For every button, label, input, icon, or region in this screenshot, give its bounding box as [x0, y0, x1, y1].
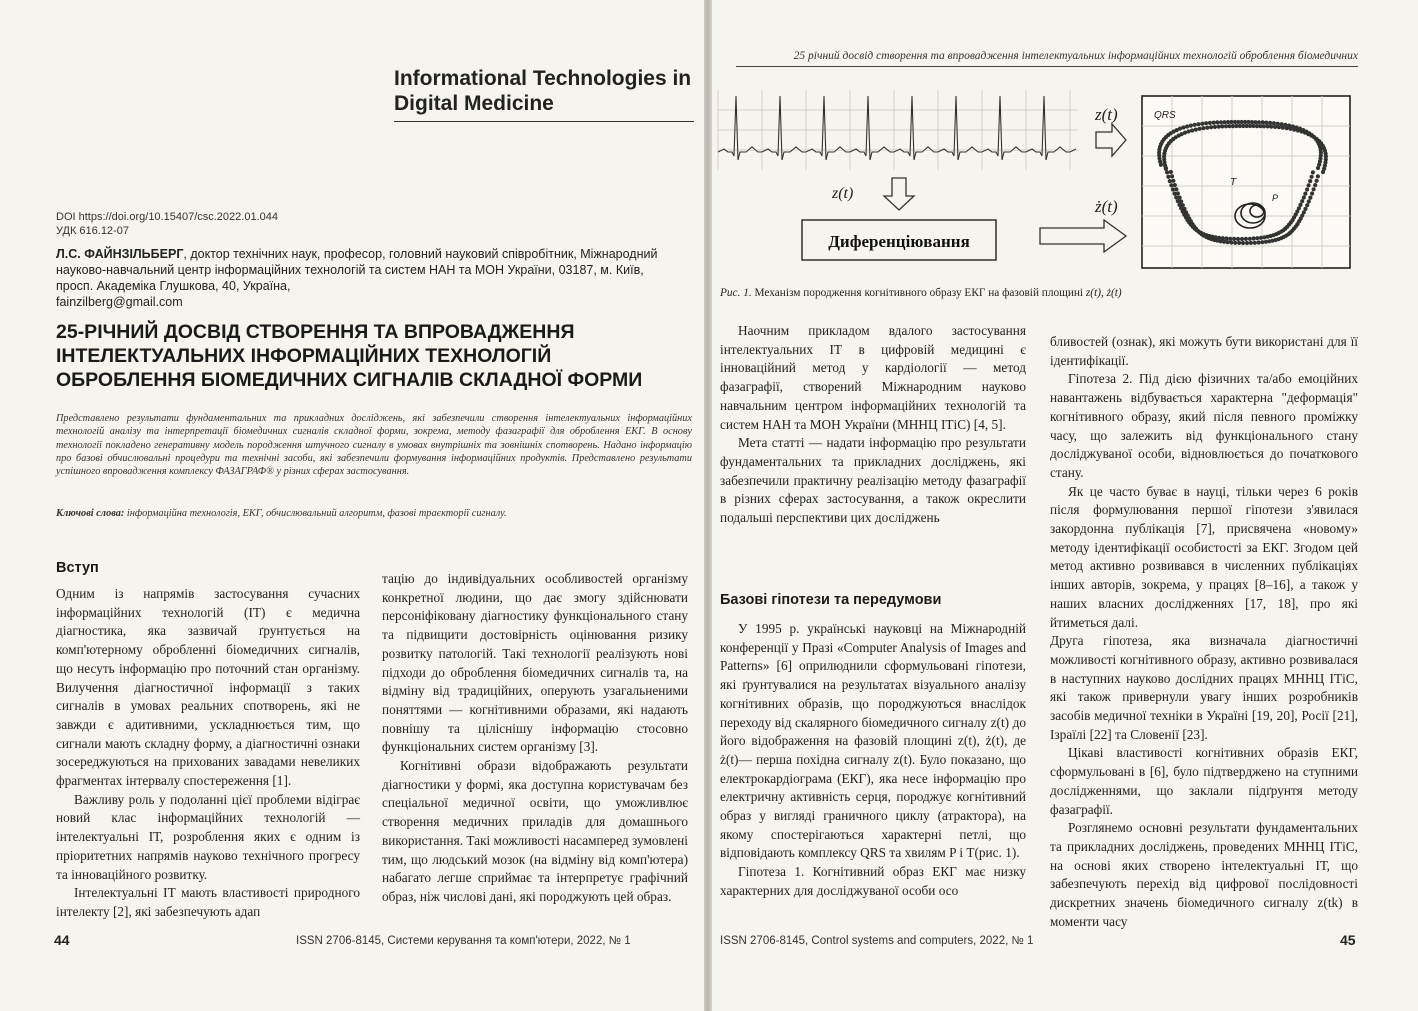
zdot-label: ż(t) [1095, 197, 1118, 216]
trajectory-dot [1307, 199, 1311, 203]
trajectory-dot [1315, 179, 1319, 183]
trajectory-dot [1219, 120, 1223, 124]
trajectory-dot [1248, 237, 1252, 241]
trajectory-dot [1272, 121, 1276, 125]
trajectory-dot [1273, 125, 1277, 129]
trajectory-dot [1310, 175, 1314, 179]
ecg-grid [718, 90, 1078, 170]
paragraph: Мета статті — надати інформацію про результати фундаментальних та прикладних досліджень, які забезпечили практичну реалізацію методу фазаграфії в різних сферах застосування, а також окреслити подальші перспективи цих досліджень [720, 435, 1026, 526]
trajectory-dot [1228, 237, 1232, 241]
qrs-label: QRS [1154, 110, 1176, 121]
trajectory-dot [1299, 129, 1303, 133]
trajectory-dot [1165, 170, 1169, 174]
trajectory-dot [1237, 241, 1241, 245]
page-number-left: 44 [54, 932, 70, 948]
trajectory-dot [1303, 207, 1307, 211]
keywords-label: Ключові слова: [56, 508, 125, 519]
abstract: Представлено результати фундаментальних та прикладних досліджень, які забезпечили створення інтелектуальних інформаційних технологій аналізу та інтерпретації біомедичних сигналів складної форми, зокрема, методу фазаграфії для оброблення ЕКГ. В основу технології покладено генеративну модель породження штучного сигналу в умовах внутрішніх та зовнішніх спотворень. Надано інформацію про базові обчислювальні процедури та технічні засоби, які забезпечили формування інформаційних продуктів. Представлено результати успішного впровадження комплексу ФАЗАГРАФ® у різних сферах застосування. [56, 413, 692, 478]
trajectory-dot [1298, 203, 1302, 207]
t-wave-label: T [1230, 177, 1237, 188]
trajectory-dot [1226, 240, 1230, 244]
trajectory-dot [1264, 121, 1268, 125]
trajectory-dot [1168, 179, 1172, 183]
p-wave-label: P [1272, 193, 1279, 203]
trajectory-dot [1255, 236, 1259, 240]
trajectory-dot [1224, 124, 1228, 128]
trajectory-dot [1310, 191, 1314, 195]
section-heading-intro: Вступ [56, 560, 99, 576]
paragraph: Гіпотеза 1. Когнітивний образ ЕКГ має низку характерних для досліджуваної особи осо [720, 864, 1026, 898]
input-signal-label: z(t) [832, 185, 854, 202]
trajectory-dot [1208, 121, 1212, 125]
trajectory-dot [1249, 241, 1253, 245]
trajectory-dot [1169, 170, 1173, 174]
trajectory-dot [1229, 240, 1233, 244]
trajectory-dot [1312, 187, 1316, 191]
paragraph: Друга гіпотеза, яка визначала діагностичні можливості когнітивного образу, активно розвивалася в наступних науково дослідних працях МННЦ ІТіС, які також привернули увагу інших розробників засобів медичної техніки в Україні [19, 20], Росії [21], Ізраїлі [22] та Словенії [23]. [1050, 633, 1358, 742]
trajectory-dot [1190, 128, 1194, 132]
author-block [56, 246, 682, 310]
trajectory-dot [1288, 127, 1292, 131]
figure-ecg-phase-diagram [712, 70, 1418, 285]
paragraph: Одним із напрямів застосування сучасних інформаційних технологій (ІТ) є медична діагностика, яка зазвичай ґрунтується на комп'ютерному обробленні біомедичних сигналів, що несуть інформацію про поточний стан організму. Вилучення діагностичної інформації з таких сигналів в умовах реальних спотворень, які не завжди є адитивними, ускладнюється тим, що сигнали мають складну форму, а діагностичні ознаки зосереджуються на прихованих завадами невеликих фрагментах інтервалу спостереження [1]. [56, 586, 360, 789]
trajectory-dot [1244, 237, 1248, 241]
trajectory-dot [1311, 170, 1315, 174]
running-head-rule [736, 66, 1358, 67]
down-arrow [884, 178, 914, 210]
paragraph: Гіпотеза 2. Під дією фізичних та/або емоційних навантажень відбувається характерна "деформація" когнітивного образу, який після певного проміжку часу, що залежить від функціонального стану досліджуваної особи, відновлюється до початкового стану. [1050, 371, 1358, 480]
section-heading-hypotheses: Базові гіпотези та передумови [720, 592, 942, 608]
trajectory-dot [1205, 126, 1209, 130]
paragraph: бливостей (ознак), які можуть бути використані для її ідентифікації. [1050, 334, 1358, 368]
trajectory-dot [1281, 126, 1285, 130]
trajectory-dot [1233, 241, 1237, 245]
trajectory-dot [1166, 175, 1170, 179]
trajectory-dot [1200, 122, 1204, 126]
udc-line: УДК 616.12-07 [56, 225, 129, 237]
trajectory-dot [1221, 236, 1225, 240]
trajectory-dot [1245, 241, 1249, 245]
page-number-right: 45 [1340, 932, 1356, 948]
trajectory-dot [1220, 124, 1224, 128]
keywords [56, 508, 692, 519]
author-name: Л.С. ФАЙНЗІЛЬБЕРГ [56, 247, 184, 261]
trajectory-dot [1266, 124, 1270, 128]
differentiation-label: Диференціювання [828, 232, 970, 251]
paragraph: Важливу роль у подоланні цієї проблеми відіграє новий клас інформаційних технологій — інтелектуальні ІТ, розроблення яких є одним із пріоритетних напрямів науково технічного прогресу та інноваційного розвитку. [56, 791, 360, 882]
text-column-2 [382, 570, 688, 907]
author-details: , доктор технічних наук, професор, головний науковий співробітник, Міжнародний науково-навчальний центр інформаційних технологій та систем НАН та МОН України, 03187, м. Київ, просп. Академіка Глушкова, 40, Україна, [56, 247, 658, 293]
right-arrow-bottom [1040, 220, 1126, 252]
trajectory-dot [1173, 192, 1177, 196]
z-label: z(t) [1095, 105, 1118, 124]
text-column-3b [720, 620, 1026, 901]
trajectory-dot [1171, 187, 1175, 191]
trajectory-dot [1257, 240, 1261, 244]
doi-line[interactable]: DOI https://doi.org/10.15407/csc.2022.01.044 [56, 211, 278, 223]
running-head: 25 річний досвід створення та впровадження інтелектуальних інформаційних технологій оброблення біомедичних [793, 50, 1358, 62]
trajectory-dot [1253, 241, 1257, 245]
trajectory-dot [1260, 240, 1264, 244]
paragraph: тацію до індивідуальних особливостей організму конкретної людини, що дає змогу здійснювати персоніфіковану діагностику функціонального стану та підвищити достовірність оцінювання ризику розвитку патологій. Такі технології реалізують нові підходи до оброблення біомедичних сигналів та, на відміну від традиційних, оперують узагальненими поняттями — когнітивними образами, які надають повнішу та ціліснішу інформацію стосовно функціональних систем організму [3]. [382, 571, 688, 755]
trajectory-dot [1232, 237, 1236, 241]
trajectory-dot [1217, 236, 1221, 240]
trajectory-dot [1308, 196, 1312, 200]
trajectory-dot [1164, 166, 1168, 170]
trajectory-dot [1316, 174, 1320, 178]
trajectory-dot [1313, 183, 1317, 187]
keywords-text: інформаційна технологія, ЕКГ, обчислювальний алгоритм, фазові траєкторії сигналу. [124, 508, 507, 519]
trajectory-dot [1305, 203, 1309, 207]
trajectory-dot [1174, 195, 1178, 199]
text-column-1 [56, 585, 360, 922]
trajectory-dot [1307, 183, 1311, 187]
journal-brand: Informational Technologies in Digital Medicine [394, 67, 692, 115]
trajectory-dot [1285, 126, 1289, 130]
trajectory-dot [1252, 236, 1256, 240]
trajectory-dot [1217, 125, 1221, 129]
trajectory-dot [1302, 195, 1306, 199]
paragraph: Цікаві властивості когнітивних образів ЕКГ, сформульовані в [6], було підтверджено на ступними дослідженнями, що заклали підґрунтя методу фазаграфії. [1050, 745, 1358, 817]
book-gutter [704, 0, 712, 1011]
left-page [0, 0, 704, 1011]
trajectory-dot [1215, 120, 1219, 124]
trajectory-dot [1169, 183, 1173, 187]
text-column-3 [720, 322, 1026, 528]
trajectory-dot [1308, 179, 1312, 183]
trajectory-dot [1292, 128, 1296, 132]
trajectory-dot [1236, 237, 1240, 241]
trajectory-dot [1268, 121, 1272, 125]
trajectory-dot [1194, 128, 1198, 132]
trajectory-dot [1269, 125, 1273, 129]
trajectory-dot [1189, 124, 1193, 128]
trajectory-dot [1300, 199, 1304, 203]
footer-left: ISSN 2706-8145, Системи керування та комп'ютери, 2022, № 1 [296, 935, 631, 947]
trajectory-dot [1241, 241, 1245, 245]
trajectory-dot [1296, 128, 1300, 132]
trajectory-dot [1261, 120, 1265, 124]
paragraph: У 1995 р. українські науковці на Міжнародній конференції у Празі «Computer Analysis of Images and Patterns» [6] оприлюднили сформульовані гіпотези, які ґрунтувалися на результатах візуального аналізу когнітивних образів, що породжуються внаслідок переходу від скалярного біомедичного сигналу z(t) до його відображення на фазовій площині z(t), ż(t), де ż(t)— перша похідна сигналу z(t). Було показано, що електрокардіограма (ЕКГ), яка несе інформацію про електричну активність серця, породжує когнітивний образ у вигляді граничного циклу (атрактора), на якому спостерігаються характерні петлі, що відповідають комплексу QRS та хвилям P і T(рис. 1). [720, 621, 1026, 861]
trajectory-dot [1240, 237, 1244, 241]
trajectory-dot [1224, 236, 1228, 240]
article-title: 25-РІЧНИЙ ДОСВІД СТВОРЕННЯ ТА ВПРОВАДЖЕННЯ ІНТЕЛЕКТУАЛЬНИХ ІНФОРМАЦІЙНИХ ТЕХНОЛОГІЙ ОБРОБЛЕННЯ БІОМЕДИЧНИХ СИГНАЛІВ СКЛАДНОЇ ФОРМИ [56, 321, 643, 391]
author-email[interactable]: fainzilberg@gmail.com [56, 295, 183, 309]
caption-math: z(t), ż(t) [1085, 287, 1122, 299]
trajectory-dot [1212, 121, 1216, 125]
trajectory-dot [1277, 125, 1281, 129]
caption-prefix: Рис. 1. [720, 287, 752, 299]
brand-rule [394, 121, 694, 122]
trajectory-dot [1159, 163, 1163, 167]
paragraph: Когнітивні образи відображають результати діагностики у формі, яка доступна користувачам без спеціальної медичної освіти, що уможливлює створення медичних приладів для домашнього використання. Такі можливості насамперед зумовлені тим, що людський мозок (на відміну від комп'ютера) набагато легше сприймає та інтерпретує графічний образ, ніж числові дані, які породжують цей образ. [382, 758, 688, 904]
trajectory-dot [1213, 125, 1217, 129]
paragraph: Як це часто буває в науці, тільки через 6 років після формулювання першої гіпотези з'явилася закордонна публікація [7], присвячена «новому» методу ідентифікації особистості за ЕКГ. Згодом цей метод активно розвивався в численних публікаціях інших авторів, зокрема, у працях [8–16], а також у наших власних дослідженнях [17, 18], про які йтиметься далі. [1050, 483, 1358, 630]
trajectory-dot [1170, 174, 1174, 178]
trajectory-dot [1204, 121, 1208, 125]
footer-right: ISSN 2706-8145, Control systems and computers, 2022, № 1 [720, 935, 1034, 947]
caption-text: Механізм породження когнітивного образу ЕКГ на фазовій площині [751, 287, 1086, 299]
figure-caption [720, 287, 1380, 299]
trajectory-dot [1303, 192, 1307, 196]
trajectory-dot [1176, 199, 1180, 203]
trajectory-dot [1196, 122, 1200, 126]
paragraph: Наочним прикладом вдалого застосування інтелектуальних ІТ в цифровій медицині є інноваційний метод у кардіології — метод фазаграфії, створений Міжнародним науково навчальним центром інформаційних технологій та систем НАН та МОН України (МННЦ ІТіС) [4, 5]. [720, 323, 1026, 432]
trajectory-dot [1185, 124, 1189, 128]
trajectory-dot [1305, 187, 1309, 191]
trajectory-dot [1201, 126, 1205, 130]
trajectory-dot [1171, 179, 1175, 183]
text-column-4 [1050, 333, 1358, 932]
trajectory-dot [1198, 127, 1202, 131]
right-arrow-top [1096, 124, 1126, 156]
trajectory-dot [1209, 125, 1213, 129]
paragraph: Інтелектуальні ІТ мають властивості природного інтелекту [2], які забезпечують адап [56, 885, 360, 919]
paragraph: Розглянемо основні результати фундаментальних та прикладних досліджень, проведених МННЦ ІТіС, на основі яких створено інтелектуальні ІТ, що забезпечують перехід від цифрової послідовності дискретних значень біомедичного сигналу z(tk) в моменти часу [1050, 820, 1358, 929]
trajectory-dot [1193, 123, 1197, 127]
